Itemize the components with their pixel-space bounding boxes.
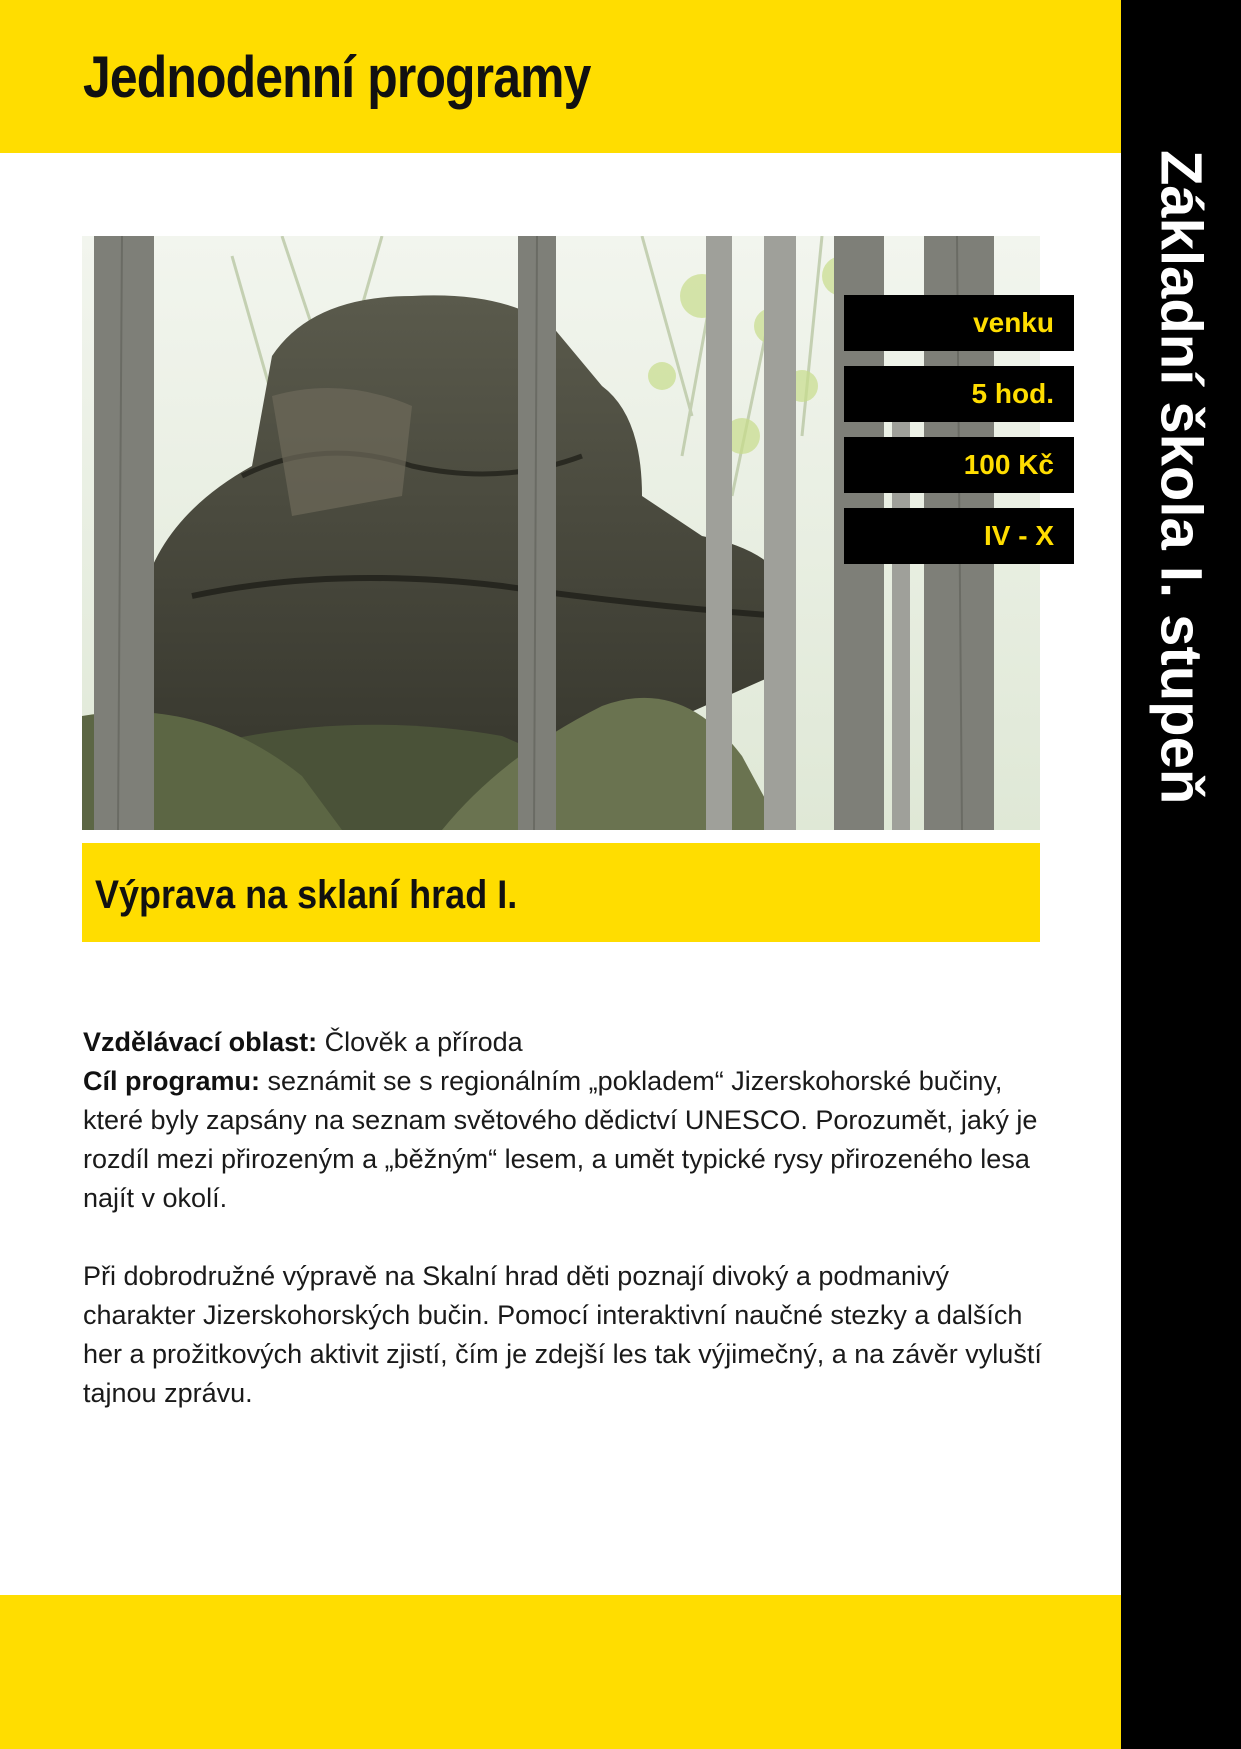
program-goal-value: seznámit se s regionálním „pokladem“ Jizerskohorské bučiny, které byly zapsány na seznam světového dědictví UNESCO. Porozumět, jaký je rozdíl mezi přirozeným a „běžným“ lesem, a umět typické rysy přirozeného lesa najít v okolí. <box>83 1066 1038 1213</box>
education-area <box>83 1023 1043 1062</box>
education-area-label: Vzdělávací oblast: <box>83 1027 318 1057</box>
tag-price: 100 Kč <box>844 437 1074 493</box>
sidebar-label: Základní škola I. stupeň <box>1148 150 1214 805</box>
tag-location: venku <box>844 295 1074 351</box>
tag-months: IV - X <box>844 508 1074 564</box>
program-goal-label: Cíl programu: <box>83 1066 261 1096</box>
footer-band <box>0 1595 1121 1749</box>
program-title: Výprava na sklaní hrad I. <box>95 873 518 917</box>
program-description: Při dobrodružné výpravě na Skalní hrad děti poznají divoký a podmanivý charakter Jizerskohorských bučin. Pomocí interaktivní naučné stezky a dalších her a prožitkových aktivit zjistí, čím je zdejší les tak výjimečný, a na závěr vyluští tajnou zprávu. <box>83 1261 1042 1408</box>
education-area-value: Člověk a příroda <box>317 1027 523 1057</box>
program-goal <box>83 1062 1043 1218</box>
page-title: Jednodenní programy <box>83 45 591 110</box>
tag-duration: 5 hod. <box>844 366 1074 422</box>
program-details <box>83 1023 1043 1413</box>
